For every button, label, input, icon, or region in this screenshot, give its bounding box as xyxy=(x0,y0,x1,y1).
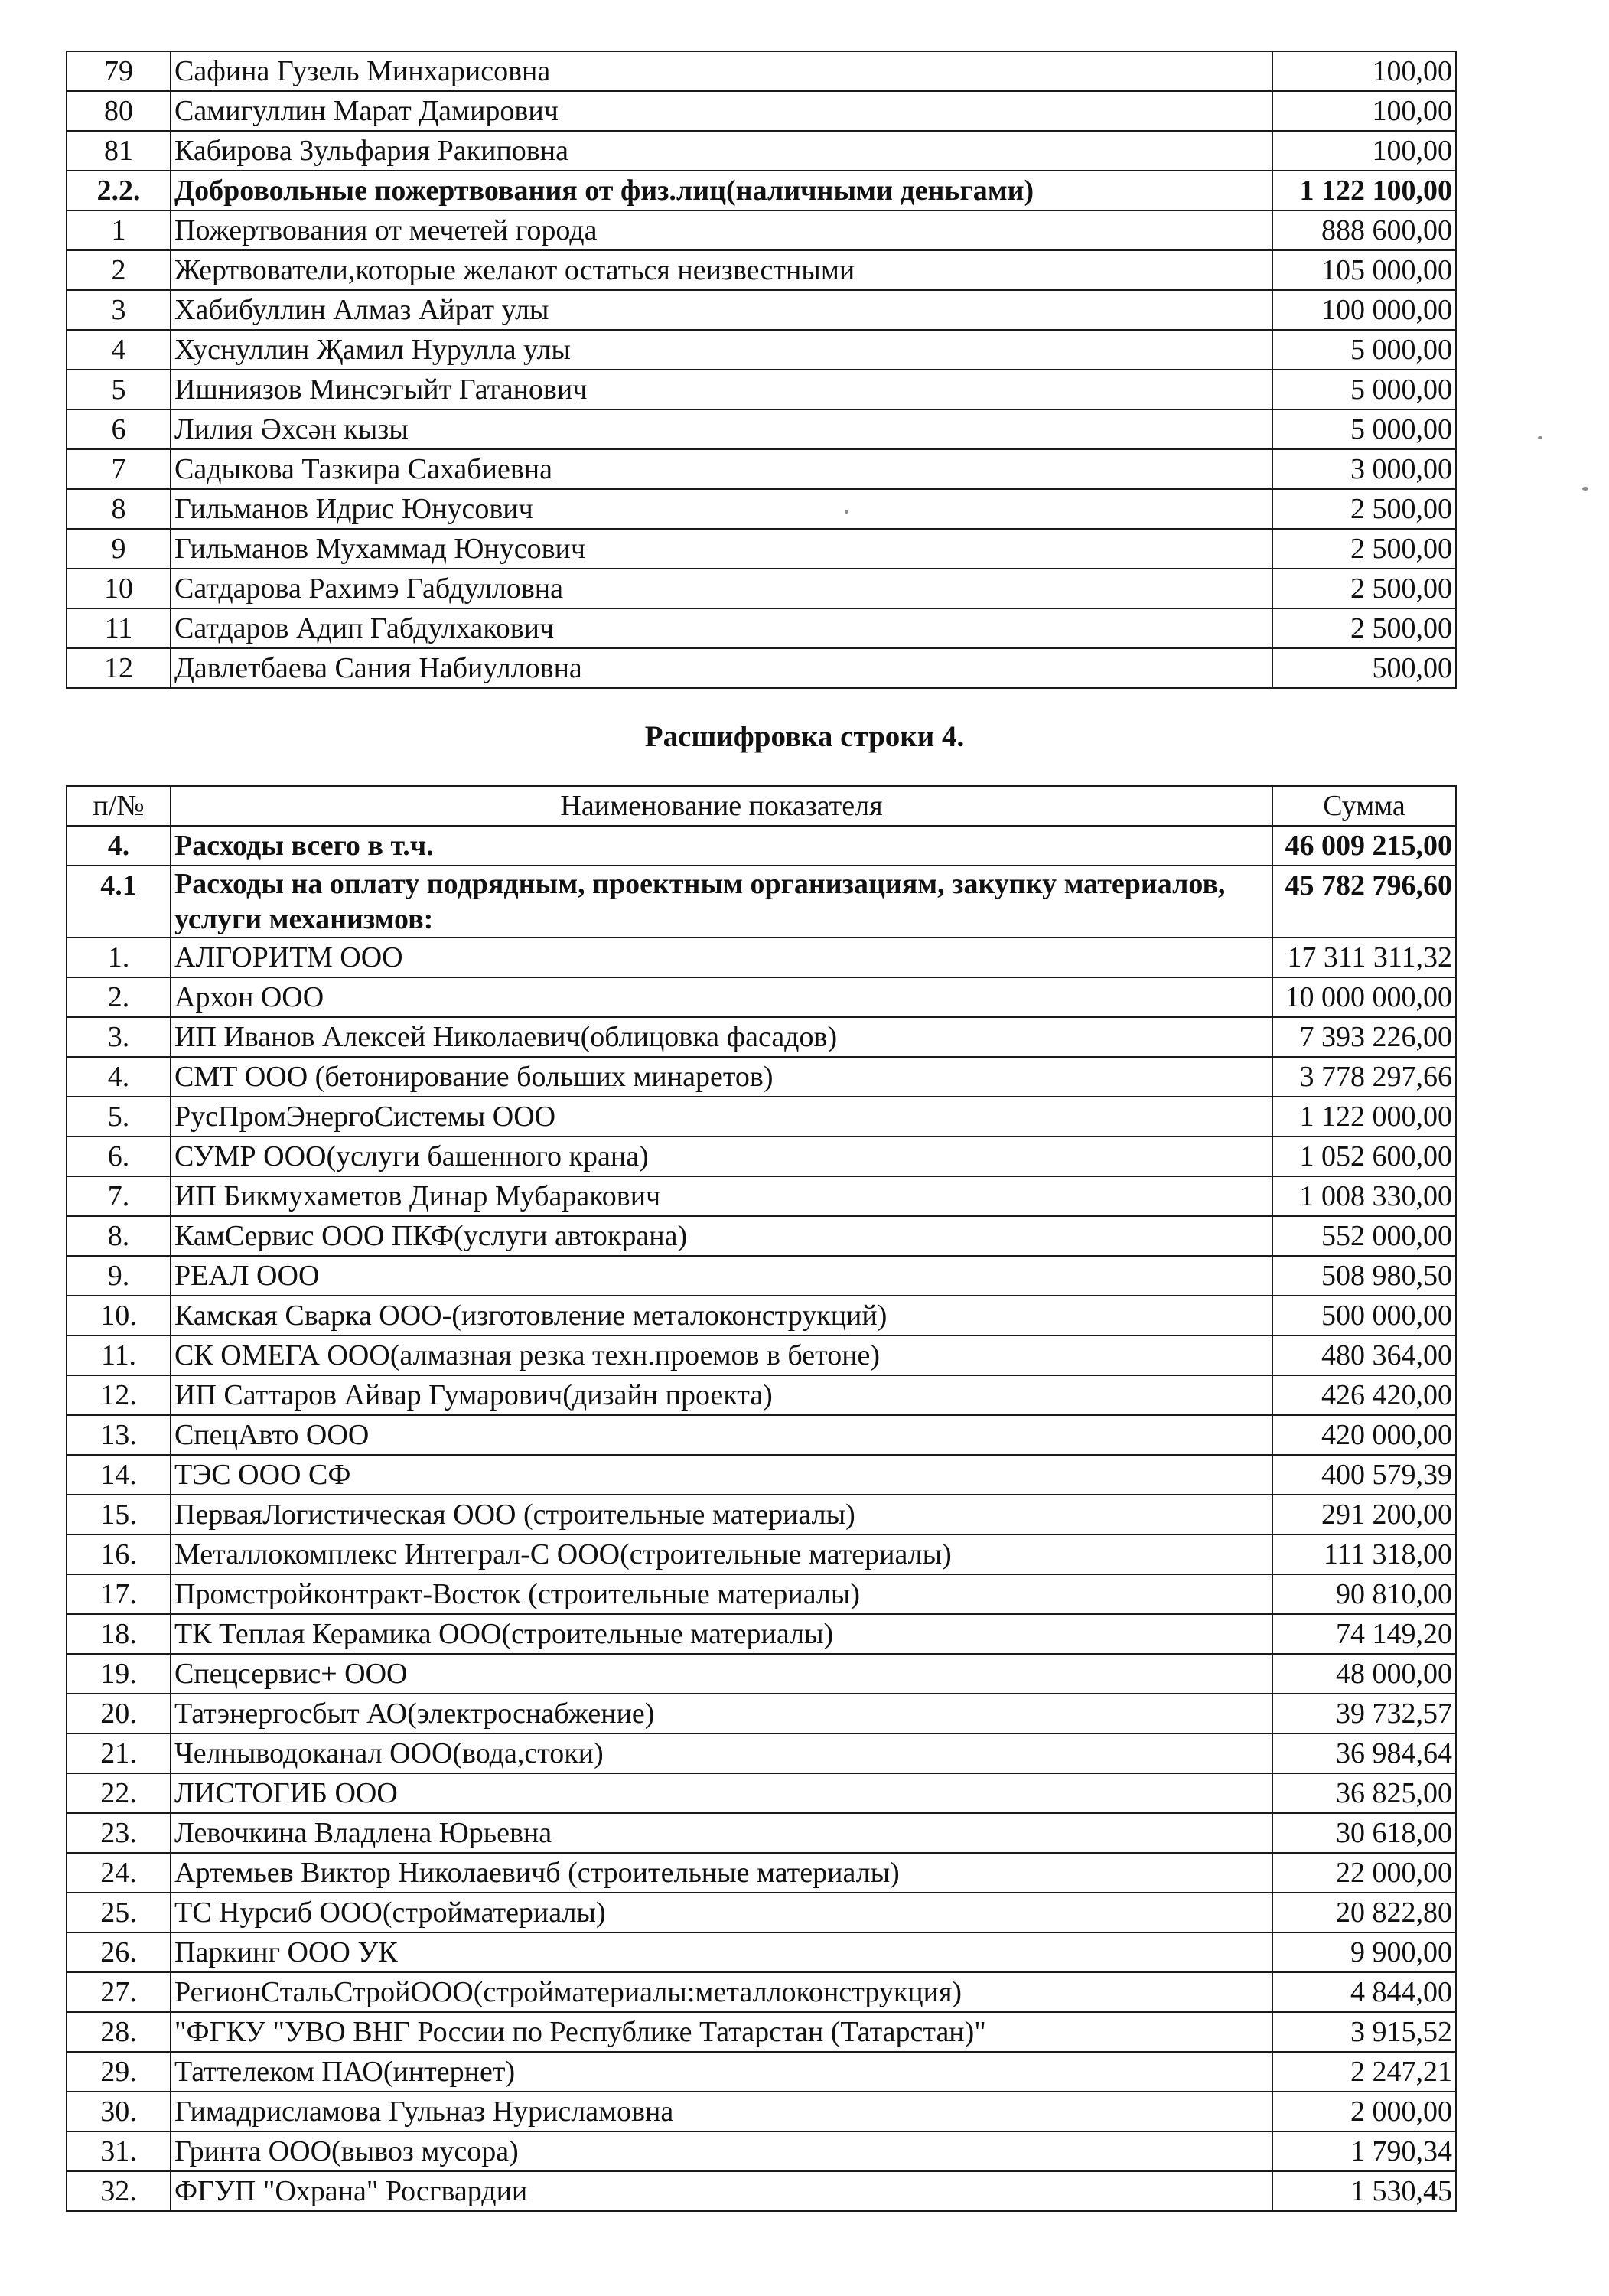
row-num: 79 xyxy=(67,51,171,91)
table-row xyxy=(67,2012,1456,2052)
table-row xyxy=(67,131,1456,171)
row-sum: 1 052 600,00 xyxy=(1272,1137,1456,1176)
row-sum: 5 000,00 xyxy=(1272,370,1456,409)
row-name: РусПромЭнергоСистемы ООО xyxy=(171,1097,1272,1137)
row-sum: 45 782 796,60 xyxy=(1272,866,1456,938)
row-name: Самигуллин Марат Дамирович xyxy=(171,91,1272,131)
row-sum: 100,00 xyxy=(1272,91,1456,131)
row-sum: 2 500,00 xyxy=(1272,569,1456,608)
row-sum: 2 000,00 xyxy=(1272,2092,1456,2131)
row-num: 9. xyxy=(67,1256,171,1296)
row-num: 7 xyxy=(67,449,171,489)
table-row xyxy=(67,1137,1456,1176)
table-row xyxy=(67,1296,1456,1336)
row-num: 14. xyxy=(67,1455,171,1495)
row-sum: 4 844,00 xyxy=(1272,1972,1456,2012)
row-sum: 10 000 000,00 xyxy=(1272,977,1456,1017)
row-num: 13. xyxy=(67,1415,171,1455)
row-name: Сафина Гузель Минхарисовна xyxy=(171,51,1272,91)
table-row xyxy=(67,2092,1456,2131)
row-name: Промстройконтракт-Восток (строительные материалы) xyxy=(171,1574,1272,1614)
table-row xyxy=(67,370,1456,409)
table-row xyxy=(67,409,1456,449)
row-sum: 888 600,00 xyxy=(1272,210,1456,250)
row-name: Артемьев Виктор Николаевичб (строительные материалы) xyxy=(171,1853,1272,1893)
table-row xyxy=(67,1733,1456,1773)
row-name: Пожертвования от мечетей города xyxy=(171,210,1272,250)
row-num: 81 xyxy=(67,131,171,171)
table-row xyxy=(67,608,1456,648)
table-row xyxy=(67,1932,1456,1972)
row-name: Сатдаров Адип Габдулхакович xyxy=(171,608,1272,648)
table-row xyxy=(67,1375,1456,1415)
row-sum: 100,00 xyxy=(1272,131,1456,171)
row-sum: 2 500,00 xyxy=(1272,608,1456,648)
row-sum: 46 009 215,00 xyxy=(1272,826,1456,866)
row-num: 26. xyxy=(67,1932,171,1972)
row-sum: 5 000,00 xyxy=(1272,409,1456,449)
row-name: ЛИСТОГИБ ООО xyxy=(171,1773,1272,1813)
table-row xyxy=(67,1534,1456,1574)
table-row xyxy=(67,1097,1456,1137)
scan-speck xyxy=(1582,487,1588,491)
row-num: 2 xyxy=(67,250,171,290)
row-num: 12 xyxy=(67,648,171,688)
row-num: 4 xyxy=(67,330,171,370)
row-name: Давлетбаева Сания Набиулловна xyxy=(171,648,1272,688)
row-name: ИП Иванов Алексей Николаевич(облицовка фасадов) xyxy=(171,1017,1272,1057)
table-row xyxy=(67,210,1456,250)
row-name: Спецсервис+ ООО xyxy=(171,1654,1272,1694)
row-sum: 1 122 100,00 xyxy=(1272,171,1456,210)
table-row xyxy=(67,1336,1456,1375)
row-name: Татэнергосбыт АО(электроснабжение) xyxy=(171,1694,1272,1733)
row-sum: 7 393 226,00 xyxy=(1272,1017,1456,1057)
row-num: 1. xyxy=(67,938,171,977)
row-name: Хабибуллин Алмаз Айрат улы xyxy=(171,290,1272,330)
row-name: СпецАвто ООО xyxy=(171,1415,1272,1455)
row-name: АЛГОРИТМ ООО xyxy=(171,938,1272,977)
row-sum: 2 500,00 xyxy=(1272,489,1456,529)
table-row xyxy=(67,1853,1456,1893)
row-sum: 100 000,00 xyxy=(1272,290,1456,330)
row-name: Металлокомплекс Интеграл-С ООО(строительные материалы) xyxy=(171,1534,1272,1574)
table-row xyxy=(67,2131,1456,2171)
row-name: РЕАЛ ООО xyxy=(171,1256,1272,1296)
row-sum: 111 318,00 xyxy=(1272,1534,1456,1574)
table-row xyxy=(67,648,1456,688)
row-name: Расходы на оплату подрядным, проектным организациям, закупку материалов, услуги механизмов: xyxy=(171,866,1272,938)
row-num: 30. xyxy=(67,2092,171,2131)
row-name: Добровольные пожертвования от физ.лиц(наличными деньгами) xyxy=(171,171,1272,210)
row-name: СУМР ООО(услуги башенного крана) xyxy=(171,1137,1272,1176)
table-row xyxy=(67,1654,1456,1694)
row-sum: 17 311 311,32 xyxy=(1272,938,1456,977)
table-row xyxy=(67,826,1456,866)
table-row xyxy=(67,938,1456,977)
row-sum: 9 900,00 xyxy=(1272,1932,1456,1972)
row-num: 7. xyxy=(67,1176,171,1216)
table-row xyxy=(67,51,1456,91)
row-sum: 39 732,57 xyxy=(1272,1694,1456,1733)
row-num: 2. xyxy=(67,977,171,1017)
row-num: 24. xyxy=(67,1853,171,1893)
row-sum: 420 000,00 xyxy=(1272,1415,1456,1455)
row-name: Ишниязов Минсэгыйт Гатанович xyxy=(171,370,1272,409)
row-num: 4. xyxy=(67,826,171,866)
row-name: ПерваяЛогистическая ООО (строительные материалы) xyxy=(171,1495,1272,1534)
row-num: 16. xyxy=(67,1534,171,1574)
row-num: 9 xyxy=(67,529,171,569)
row-num: 23. xyxy=(67,1813,171,1853)
row-name: Гильманов Идрис Юнусович xyxy=(171,489,1272,529)
row-name: СК ОМЕГА ООО(алмазная резка техн.проемов в бетоне) xyxy=(171,1336,1272,1375)
table-row xyxy=(67,1415,1456,1455)
table-row xyxy=(67,977,1456,1017)
table-row xyxy=(67,2171,1456,2211)
row-sum: 500,00 xyxy=(1272,648,1456,688)
row-sum: 508 980,50 xyxy=(1272,1256,1456,1296)
row-name: Архон ООО xyxy=(171,977,1272,1017)
table-row xyxy=(67,1972,1456,2012)
row-name: Гильманов Мухаммад Юнусович xyxy=(171,529,1272,569)
row-sum: 1 790,34 xyxy=(1272,2131,1456,2171)
row-num: 3. xyxy=(67,1017,171,1057)
row-name: Расходы всего в т.ч. xyxy=(171,826,1272,866)
row-name: Садыкова Тазкира Сахабиевна xyxy=(171,449,1272,489)
row-num: 27. xyxy=(67,1972,171,2012)
table-row xyxy=(67,529,1456,569)
table-header-row xyxy=(67,786,1456,826)
row-sum: 500 000,00 xyxy=(1272,1296,1456,1336)
row-name: ФГУП "Охрана" Росгвардии xyxy=(171,2171,1272,2211)
header-name: Наименование показателя xyxy=(171,786,1272,826)
row-sum: 100,00 xyxy=(1272,51,1456,91)
row-sum: 36 825,00 xyxy=(1272,1773,1456,1813)
row-num: 80 xyxy=(67,91,171,131)
row-sum: 90 810,00 xyxy=(1272,1574,1456,1614)
table-row xyxy=(67,1256,1456,1296)
row-sum: 74 149,20 xyxy=(1272,1614,1456,1654)
row-num: 21. xyxy=(67,1733,171,1773)
table-row xyxy=(67,1216,1456,1256)
table-row xyxy=(67,1893,1456,1932)
table-row xyxy=(67,569,1456,608)
row-num: 8 xyxy=(67,489,171,529)
row-num: 10 xyxy=(67,569,171,608)
row-name: Лилия Әхсән кызы xyxy=(171,409,1272,449)
row-sum: 1 008 330,00 xyxy=(1272,1176,1456,1216)
row-sum: 3 000,00 xyxy=(1272,449,1456,489)
row-num: 6 xyxy=(67,409,171,449)
row-num: 25. xyxy=(67,1893,171,1932)
table-row xyxy=(67,1017,1456,1057)
row-name: Левочкина Владлена Юрьевна xyxy=(171,1813,1272,1853)
row-sum: 1 122 000,00 xyxy=(1272,1097,1456,1137)
row-sum: 480 364,00 xyxy=(1272,1336,1456,1375)
row-sum: 30 618,00 xyxy=(1272,1813,1456,1853)
expenses-table xyxy=(66,785,1457,2212)
scan-speck xyxy=(845,510,848,514)
table-row xyxy=(67,1495,1456,1534)
row-name: РегионСтальСтройООО(стройматериалы:металлоконструкция) xyxy=(171,1972,1272,2012)
row-sum: 48 000,00 xyxy=(1272,1654,1456,1694)
row-num: 19. xyxy=(67,1654,171,1694)
row-sum: 1 530,45 xyxy=(1272,2171,1456,2211)
row-num: 32. xyxy=(67,2171,171,2211)
row-num: 28. xyxy=(67,2012,171,2052)
donations-table xyxy=(66,51,1457,689)
row-num: 6. xyxy=(67,1137,171,1176)
row-num: 4.1 xyxy=(67,866,171,938)
row-num: 11 xyxy=(67,608,171,648)
table-row xyxy=(67,1176,1456,1216)
row-sum: 2 500,00 xyxy=(1272,529,1456,569)
table-row xyxy=(67,290,1456,330)
row-sum: 400 579,39 xyxy=(1272,1455,1456,1495)
row-num: 22. xyxy=(67,1773,171,1813)
row-num: 18. xyxy=(67,1614,171,1654)
table-row xyxy=(67,489,1456,529)
row-name: Челныводоканал ООО(вода,стоки) xyxy=(171,1733,1272,1773)
row-num: 10. xyxy=(67,1296,171,1336)
table-row xyxy=(67,1773,1456,1813)
row-name: Паркинг ООО УК xyxy=(171,1932,1272,1972)
row-name: Кабирова Зульфария Ракиповна xyxy=(171,131,1272,171)
row-name: Хуснуллин Җамил Нурулла улы xyxy=(171,330,1272,370)
table-row xyxy=(67,171,1456,210)
row-name: "ФГКУ "УВО ВНГ России по Республике Татарстан (Татарстан)" xyxy=(171,2012,1272,2052)
row-name: КамСервис ООО ПКФ(услуги автокрана) xyxy=(171,1216,1272,1256)
row-name: ТЭС ООО СФ xyxy=(171,1455,1272,1495)
table-row xyxy=(67,2052,1456,2092)
table-row xyxy=(67,866,1456,938)
row-sum: 3 778 297,66 xyxy=(1272,1057,1456,1097)
table-row xyxy=(67,1813,1456,1853)
row-sum: 20 822,80 xyxy=(1272,1893,1456,1932)
row-num: 31. xyxy=(67,2131,171,2171)
row-num: 12. xyxy=(67,1375,171,1415)
header-sum: Сумма xyxy=(1272,786,1456,826)
row-name: ИП Бикмухаметов Динар Мубаракович xyxy=(171,1176,1272,1216)
row-num: 8. xyxy=(67,1216,171,1256)
table-row xyxy=(67,1057,1456,1097)
row-num: 17. xyxy=(67,1574,171,1614)
row-name: ИП Саттаров Айвар Гумарович(дизайн проекта) xyxy=(171,1375,1272,1415)
row-sum: 36 984,64 xyxy=(1272,1733,1456,1773)
row-name: ТС Нурсиб ООО(стройматериалы) xyxy=(171,1893,1272,1932)
table-row xyxy=(67,1455,1456,1495)
table-row xyxy=(67,91,1456,131)
row-num: 1 xyxy=(67,210,171,250)
table-row xyxy=(67,449,1456,489)
row-num: 5. xyxy=(67,1097,171,1137)
table-row xyxy=(67,1694,1456,1733)
row-name: Жертвователи,которые желают остаться неизвестными xyxy=(171,250,1272,290)
row-name: Сатдарова Рахимэ Габдулловна xyxy=(171,569,1272,608)
row-sum: 105 000,00 xyxy=(1272,250,1456,290)
table-row xyxy=(67,330,1456,370)
row-num: 15. xyxy=(67,1495,171,1534)
section-title: Расшифровка строки 4. xyxy=(644,720,965,753)
row-sum: 3 915,52 xyxy=(1272,2012,1456,2052)
row-num: 29. xyxy=(67,2052,171,2092)
row-sum: 2 247,21 xyxy=(1272,2052,1456,2092)
row-num: 3 xyxy=(67,290,171,330)
table-row xyxy=(67,1574,1456,1614)
row-sum: 5 000,00 xyxy=(1272,330,1456,370)
row-sum: 291 200,00 xyxy=(1272,1495,1456,1534)
table-row xyxy=(67,1614,1456,1654)
row-name: Гринта ООО(вывоз мусора) xyxy=(171,2131,1272,2171)
row-name: Камская Сварка ООО-(изготовление металоконструкций) xyxy=(171,1296,1272,1336)
header-num: п/№ xyxy=(67,786,171,826)
row-name: ТК Теплая Керамика ООО(строительные материалы) xyxy=(171,1614,1272,1654)
row-num: 11. xyxy=(67,1336,171,1375)
row-sum: 426 420,00 xyxy=(1272,1375,1456,1415)
row-num: 2.2. xyxy=(67,171,171,210)
row-sum: 552 000,00 xyxy=(1272,1216,1456,1256)
table-row xyxy=(67,250,1456,290)
row-name: Таттелеком ПАО(интернет) xyxy=(171,2052,1272,2092)
row-sum: 22 000,00 xyxy=(1272,1853,1456,1893)
row-num: 4. xyxy=(67,1057,171,1097)
row-name: Гимадрисламова Гульназ Нурисламовна xyxy=(171,2092,1272,2131)
row-num: 5 xyxy=(67,370,171,409)
scan-speck xyxy=(1538,436,1542,439)
row-name: СМТ ООО (бетонирование больших минаретов) xyxy=(171,1057,1272,1097)
row-num: 20. xyxy=(67,1694,171,1733)
